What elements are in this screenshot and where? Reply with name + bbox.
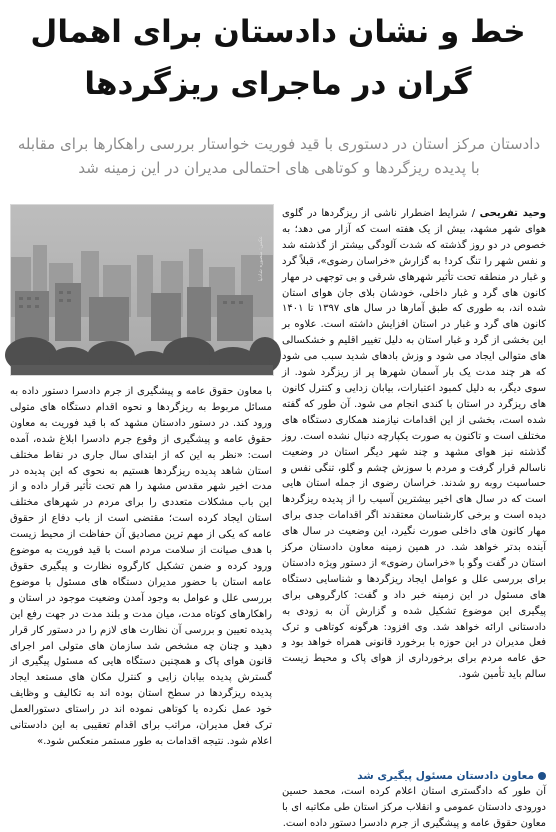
photo-credit: عکس: منصوره شادنیا [258, 236, 264, 282]
right-column-text: / شرایط اضطرار ناشی از ریزگردها در گلوی هوای شهر مشهد، بیش از یک هفته است که آزار می دهد؛ به خصوص در دو روز گذشته که شدت آلودگی بیشتر از گذشته شد و نفس شهر را تنگ کرد! به گزارش «خراسان رضوی»، قبلاً گرد و غبار در منطقه تحت تأثیر شهرهای شرقی و بی توجهی در مهار کانون های گرد و غبار داخلی، خودشان بلای جان هوای استان شده اند، به طوری که طبق آمارها در سال های ۱۳۹۷ تا ۱۴۰۱ کانون های گرد و غبار در استان افزایش داشته است. علاوه بر این بخشی از گرد و غبار استان به دلیل تغییر اقلیم و خشکسالی های متوالی ایجاد می شود و وزش بادهای شدید سبب می شود که هر چند مدت یک بار آسمان شهرها پر از ریزگرد شود. از سوی دیگر، به دلیل کمبود اعتبارات، بیابان زدایی و کنترل کانون های ریزگرد در استان با کندی انجام می شود. آن طور که گفته شده است، بخشی از این اقدامات نیازمند همکاری دستگاه های مختلف است و تاکنون به صورت یکپارچه دنبال نشده است. روز گذشته نیز هوای مشهد و چند شهر دیگر استان در وضعیت ناسالم قرار گرفت و مردم با سوزش چشم و گلو، تنگی نفس و حساسیت روبه رو شدند. خراسان رضوی از جمله استان هایی است که در سال های اخیر بیشترین آسیب را از پدیده ریزگردها دیده است و برخی کارشناسان معتقدند اگر اقدامات جدی برای مهار کانون های داخلی صورت نگیرد، این وضعیت در سال های آینده بدتر خواهد شد. در همین زمینه معاون دادستان مرکز استان در گفت وگو با «خراسان رضوی» از دستور ویژه دادستان برای بررسی علل و عوامل ایجاد ریزگردها و شناسایی دستگاه های مسئول در این زمینه خبر داد و گفت: کارگروهی برای پیگیری این موضوع تشکیل شده و گزارش آن به زودی به دادستانی ارائه خواهد شد. وی افزود: هرگونه کوتاهی و ترک فعل مدیران در این حوزه با برخورد قانونی همراه خواهد بود و حق عامه مردم برای برخورداری از هوای پاک و محیط زیست سالم باید تأمین شود. [282, 208, 547, 681]
subhead-text: معاون دادستان مسئول پیگیری شد [357, 770, 534, 782]
article-photo [10, 204, 274, 376]
left-column-text: با معاون حقوق عامه و پیشگیری از جرم دادسرا دستور داده به مسائل مربوط به ریزگردها و نحوه اقدام دستگاه های متولی ورود کند. در دستور دادستان مشهد که با قید فوریت به معاون حقوق عامه و پیشگیری از وقوع جرم دادسرا ابلاغ شده، آمده است: «نظر به این که از ابتدای سال جاری در نقاط مختلف استان شاهد پدیده ریزگردها هستیم به نحوی که این پدیده در مدت اخیر شهر مقدس مشهد را هم تحت تأثیر قرار داده و از این باب مشکلات متعددی را برای مردم در شهرهای مختلف استان ایجاد کرده است؛ مقتضی است از باب دفاع از حقوق عامه که یکی از مهم ترین مصادیق آن حفاظت از محیط زیست با هدف صیانت از سلامت مردم است با قید فوریت به موضوع ورود کرده و ضمن تشکیل کارگروه نظارت و پیگیری حقوق عامه استان با حضور مدیران دستگاه های مسئول با موضوع بررسی علل و عوامل به وجود آمدن وضعیت موجود در استان و راهکارهای کوتاه مدت، میان مدت و بلند مدت در جهت رفع این پدیده تعیین و بررسی آن نظارت های لازم را در دستور کار قرار دهید و چنان چه مشخص شد سازمان های متولی امر اجرای قانون هوای پاک و همچنین دستگاه هایی که مسئول پیگیری از گسترش پدیده بیابان زایی و کنترل مکان های مستعد ایجاد پدیده ریزگردها در سطح استان بوده اند به تکالیف و وظایف خود عمل نکرده یا کوتاهی نموده اند در راستای دستورالعمل ترک فعل مدیران، مراتب برای اقدام تعقیبی به این دادستانی اعلام شود. نتیجه اقدامات به طور مستمر منعکس شود.» [10, 386, 272, 747]
article-column-left [10, 384, 272, 796]
subsection-text: آن طور که دادگستری استان اعلام کرده است، محمد حسین دورودی دادستان عمومی و انقلاب مرکز استان طی مکاتبه ای با معاون حقوق عامه و پیشگیری از جرم دادسرا دستور داده است. [282, 786, 546, 829]
byline: وحید تفریحی [479, 208, 546, 219]
bullet-icon [538, 772, 546, 780]
article-column-right [282, 206, 546, 766]
section-subhead [282, 770, 546, 782]
lead-paragraph: دادستان مرکز استان در دستوری با قید فوریت خواستار بررسی راهکارها برای مقابله با پدیده ریزگردها و کوتاهی های احتمالی مدیران در این زمینه شد [17, 135, 541, 177]
headline: خط و نشان دادستان برای اهمال گران در ماجرای ریزگردها [30, 14, 526, 102]
